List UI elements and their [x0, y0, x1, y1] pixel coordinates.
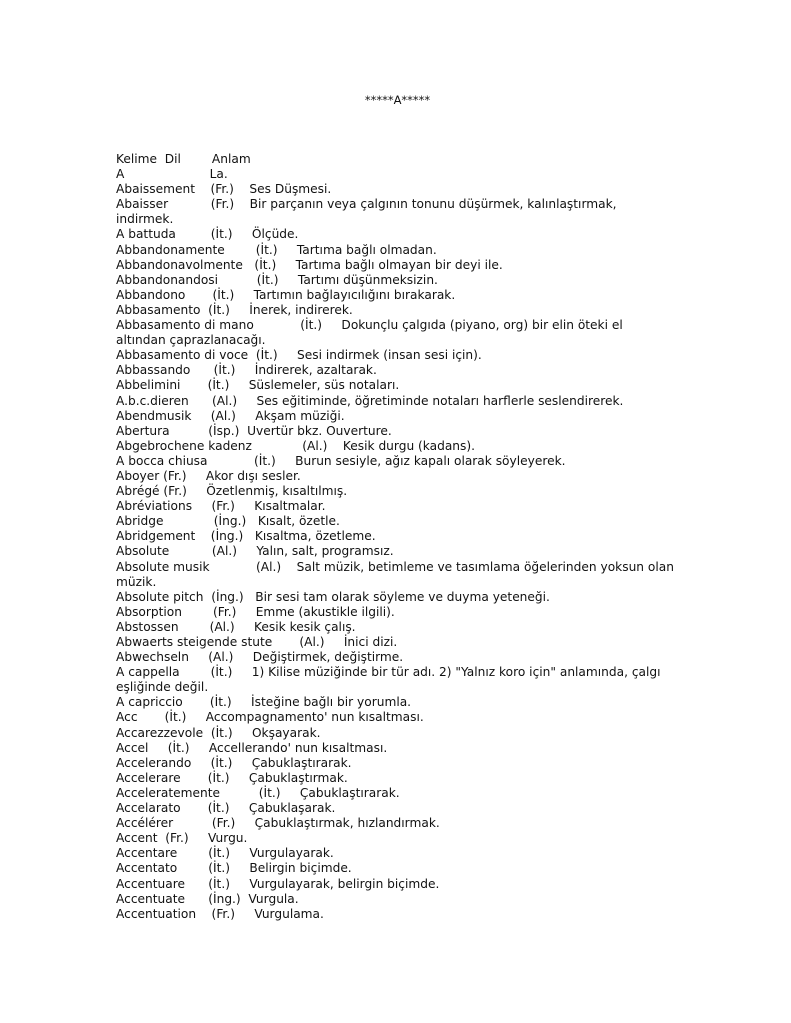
glossary-entry: A bocca chiusa (İt.) Burun sesiyle, ağız kapalı olarak söyleyerek. — [116, 453, 566, 468]
glossary-entries — [116, 152, 676, 922]
glossary-entry: Abbassando (İt.) İndirerek, azaltarak. — [116, 363, 377, 378]
glossary-entry: Accel (İt.) Accellerando' nun kısaltması. — [116, 740, 388, 755]
glossary-entry: Abwechseln (Al.) Değiştirmek, değiştirme. — [116, 650, 404, 665]
glossary-entry: Absolute musik (Al.) Salt müzik, betimleme ve tasımlama öğelerinden yoksun olan müzik. — [116, 559, 678, 589]
glossary-entry: Abwaerts steigende stute (Al.) İnici dizi. — [116, 635, 398, 649]
glossary-entry: Abréviations (Fr.) Kısaltmalar. — [116, 499, 326, 514]
glossary-entry: Abridgement (İng.) Kısaltma, özetleme. — [116, 529, 376, 544]
glossary-entry: A capriccio (İt.) İsteğine bağlı bir yorumla. — [116, 695, 412, 710]
glossary-entry: Acc (İt.) Accompagnamento' nun kısaltması. — [116, 710, 424, 725]
glossary-entry: Accelerare (İt.) Çabuklaştırmak. — [116, 770, 348, 785]
glossary-entry: Abgebrochene kadenz (Al.) Kesik durgu (kadans). — [116, 438, 476, 453]
glossary-entry: Accentuation (Fr.) Vurgulama. — [116, 906, 324, 921]
glossary-entry: Kelime Dil Anlam — [116, 152, 251, 166]
glossary-entry: Abaisser (Fr.) Bir parçanın veya çalgının tonunu düşürmek, kalınlaştırmak, indirmek. — [116, 197, 621, 227]
page-heading: *****A***** — [364, 93, 431, 107]
glossary-entry: Accentuate (İng.) Vurgula. — [116, 891, 299, 906]
glossary-entry: Acceleratemente (İt.) Çabuklaştırarak. — [116, 785, 400, 800]
glossary-entry: Abbandonamente (İt.) Tartıma bağlı olmadan. — [116, 242, 437, 257]
glossary-entry: Abbasamento (İt.) İnerek, indirerek. — [116, 302, 353, 317]
glossary-entry: Accélérer (Fr.) Çabuklaştırmak, hızlandırmak. — [116, 816, 440, 831]
glossary-entry: Accent (Fr.) Vurgu. — [116, 831, 248, 846]
glossary-entry: A La. — [116, 167, 228, 182]
glossary-entry: Abrégé (Fr.) Özetlenmiş, kısaltılmış. — [116, 484, 348, 499]
glossary-entry: Accentato (İt.) Belirgin biçimde. — [116, 861, 352, 876]
glossary-entry: A.b.c.dieren (Al.) Ses eğitiminde, öğretiminde notaları harflerle seslendirerek. — [116, 393, 624, 408]
glossary-entry: Accelerando (İt.) Çabuklaştırarak. — [116, 755, 352, 770]
glossary-entry: Absolute (Al.) Yalın, salt, programsız. — [116, 544, 394, 559]
glossary-entry: Abendmusik (Al.) Akşam müziği. — [116, 408, 345, 423]
glossary-entry: A battuda (İt.) Ölçüde. — [116, 227, 299, 242]
glossary-entry: Abbandonandosi (İt.) Tartımı düşünmeksizin. — [116, 272, 438, 287]
glossary-entry: A cappella (İt.) 1) Kilise müziğinde bir tür adı. 2) "Yalnız koro için" anlamında, çalgı eşliğinde değil. — [116, 665, 665, 695]
glossary-entry: Abbasamento di mano (İt.) Dokunçlu çalgıda (piyano, org) bir elin öteki el altından çaprazlanacağı. — [116, 318, 627, 348]
glossary-entry: Abaissement (Fr.) Ses Düşmesi. — [116, 182, 332, 197]
glossary-entry: Aboyer (Fr.) Akor dışı sesler. — [116, 468, 301, 483]
glossary-entry: Abstossen (Al.) Kesik kesik çalış. — [116, 619, 356, 634]
glossary-entry: Accarezzevole (İt.) Okşayarak. — [116, 725, 321, 740]
glossary-entry: Abbandonavolmente (İt.) Tartıma bağlı olmayan bir deyi ile. — [116, 257, 503, 272]
glossary-entry: Accentuare (İt.) Vurgulayarak, belirgin biçimde. — [116, 876, 440, 891]
glossary-entry: Accentare (İt.) Vurgulayarak. — [116, 846, 334, 861]
glossary-entry: Absolute pitch (İng.) Bir sesi tam olarak söyleme ve duyma yeteneği. — [116, 589, 550, 604]
glossary-entry: Abbelimini (İt.) Süslemeler, süs notaları. — [116, 378, 400, 393]
glossary-entry: Abridge (İng.) Kısalt, özetle. — [116, 514, 340, 529]
glossary-entry: Absorption (Fr.) Emme (akustikle ilgili). — [116, 604, 395, 619]
glossary-entry: Abbandono (İt.) Tartımın bağlayıcılığını bırakarak. — [116, 287, 456, 302]
glossary-entry: Abertura (İsp.) Uvertür bkz. Ouverture. — [116, 423, 392, 438]
glossary-entry: Abbasamento di voce (İt.) Sesi indirmek (insan sesi için). — [116, 348, 482, 363]
glossary-entry: Accelarato (İt.) Çabuklaşarak. — [116, 801, 336, 816]
